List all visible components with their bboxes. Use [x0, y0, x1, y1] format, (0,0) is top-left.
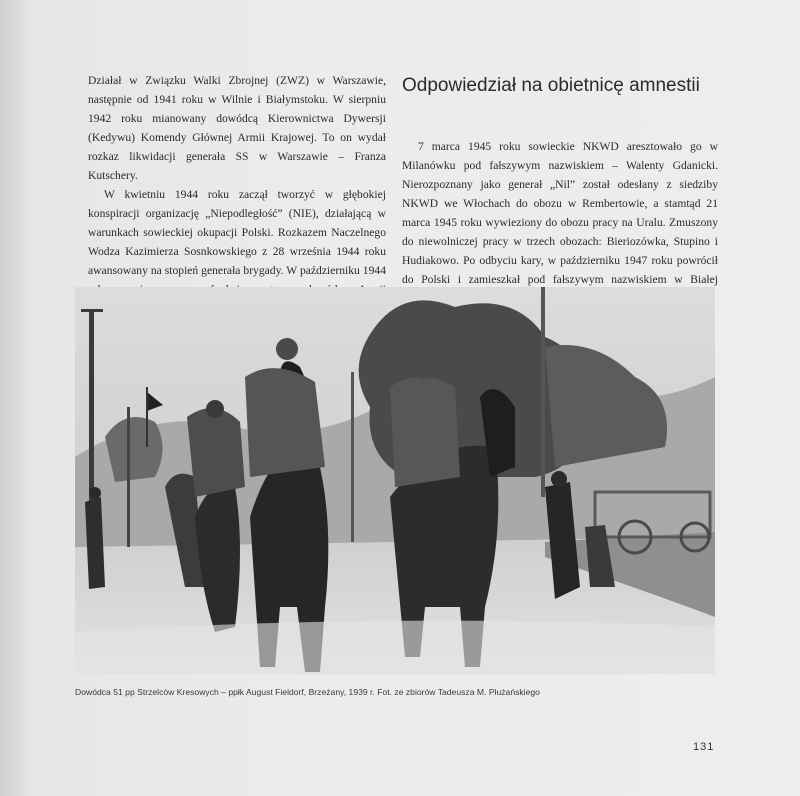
section-heading: Odpowiedział na obietnicę amnestii	[402, 75, 700, 96]
left-paragraph-2: W kwietniu 1944 roku zaczął tworzyć w głębokiej konspiracji organizację „Niepodległość” (NIE), działającą w warunkach sowieckiej okupacji Polski. Rozkazem Naczelnego Wodza Kazimierza Sosnkowskiego z 28 września 1944 roku awansowany na stopień generała brygady. W październiku 1944	[88, 188, 386, 277]
right-text-column	[402, 137, 718, 308]
historical-photo	[75, 287, 715, 674]
right-paragraph-1: 7 marca 1945 roku sowieckie NKWD aresztowało go w Milanówku pod fałszywym nazwiskiem – Walenty Gdanicki. Nierozpoznany jako generał „Nil” został odesłany z siedziby NKWD we Włochach do obozu w Rembertowie, a stamtąd 21 marca 1945 roku wywieziony do obozu pracy na Uralu. Zmuszony do niewolniczej pracy w trzech obozach: Bieriozówka, Stupino i Hudiakowo. Po odbyciu kary, w październiku 1947 roku powrócił do Polski i zamieszkał pod fałszywym nazwiskiem w Białej	[402, 140, 718, 286]
photo-caption: Dowódca 51 pp Strzelców Kresowych – ppłk August Fieldorf, Brzeżany, 1939 r. Fot. ze zbiorów Tadeusza M. Płużańskiego	[75, 687, 540, 697]
left-paragraph-1: Działał w Związku Walki Zbrojnej (ZWZ) w Warszawie, następnie od 1941 roku w Wilnie i Białymstoku. W sierpniu 1942 roku mianowany dowódcą Kierownictwa Dywersji (Kedywu) Komendy Głównej Armii Krajowej. To on wydał rozkaz likwidacji generała SS w Warszawie – Franza Kutschery.	[88, 74, 386, 182]
page-number: 131	[693, 741, 715, 753]
